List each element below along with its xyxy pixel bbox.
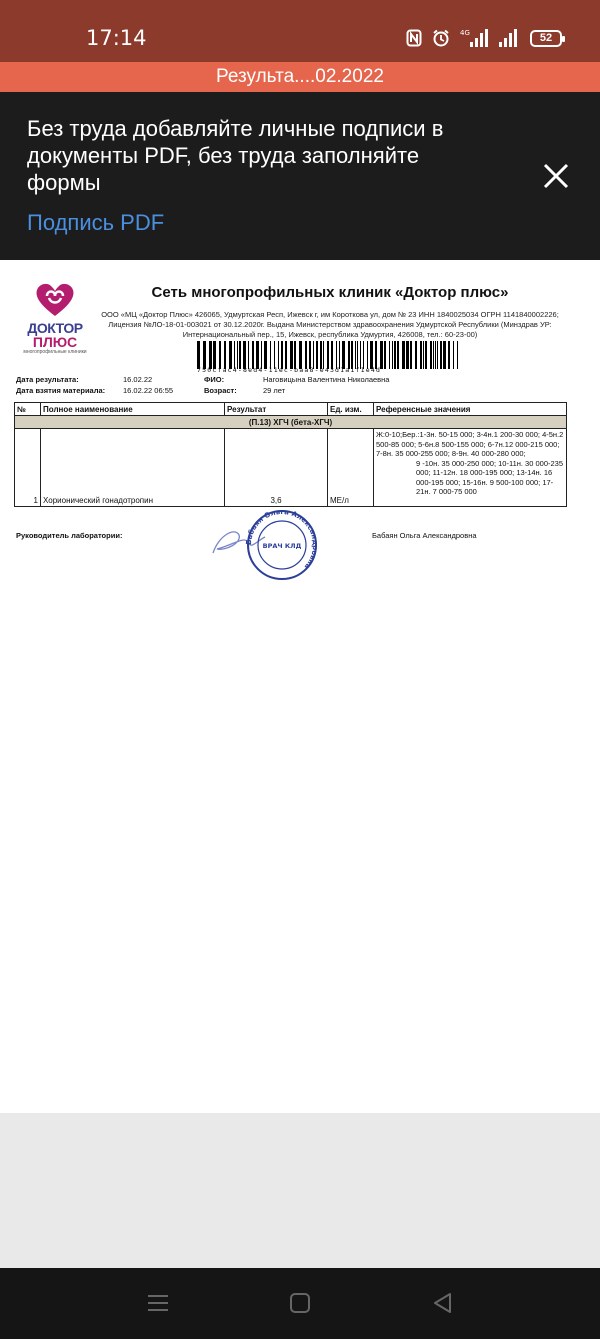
barcode-bar — [252, 341, 254, 369]
barcode-bar — [313, 341, 314, 369]
barcode-bar — [264, 341, 267, 369]
barcode-bar — [392, 341, 393, 369]
barcode-bar — [380, 341, 383, 369]
barcode-bar — [270, 341, 271, 369]
barcode-bar — [397, 341, 399, 369]
promo-banner — [0, 92, 600, 260]
ref-line1: Ж:0-10;Бер.:1-3н. 50-15 000; 3-4н.1 200-30 000; 4-5н.2 500-85 000; 5-6н.8 500-155 000; 6-7н.12 000-215 000; 7-8н. 35 000-255 000; 8-9н. 40 000-280 000; — [376, 430, 564, 458]
svg-text:Бабаян Ольга Александровна — [245, 508, 319, 571]
header-name: Полное наименование — [41, 403, 225, 416]
header-result: Результат — [225, 403, 328, 416]
header-num: № — [15, 403, 41, 416]
barcode-bar — [406, 341, 409, 369]
barcode-bar — [305, 341, 307, 369]
barcode-bar — [229, 341, 232, 369]
barcode-bar — [375, 341, 377, 369]
barcode-bar — [203, 341, 206, 369]
barcode-bar — [213, 341, 216, 369]
barcode-bar — [357, 341, 358, 369]
group-row — [15, 416, 567, 429]
table-row — [15, 429, 567, 507]
stamp-center-text: ВРАЧ КЛД — [262, 542, 302, 550]
barcode-bar — [367, 341, 368, 369]
barcode-bar — [299, 341, 302, 369]
results-table — [14, 402, 567, 507]
barcode-bar — [274, 341, 275, 369]
barcode-bar — [370, 341, 373, 369]
barcode — [197, 341, 459, 369]
result-date-label: Дата результата: — [16, 375, 79, 384]
home-icon[interactable] — [287, 1290, 313, 1316]
logo-line3: многопрофильные клиники — [23, 349, 87, 355]
barcode-bar — [243, 341, 246, 369]
barcode-bar — [355, 341, 356, 369]
barcode-bar — [394, 341, 396, 369]
barcode-bar — [248, 341, 249, 369]
barcode-bar — [197, 341, 200, 369]
barcode-bar — [425, 341, 427, 369]
result-date: 16.02.22 — [123, 375, 153, 384]
header-ref: Референсные значения — [374, 403, 567, 416]
barcode-bar — [237, 341, 238, 369]
battery-icon: 52 — [530, 30, 562, 47]
network-label: 4G — [460, 29, 470, 37]
barcode-bar — [278, 341, 279, 369]
barcode-bar — [423, 341, 424, 369]
barcode-bar — [457, 341, 458, 369]
barcode-bar — [339, 341, 340, 369]
logo-line1: ДОКТОР — [27, 320, 83, 336]
document-title-bar[interactable]: Результа....02.2022 — [0, 62, 600, 92]
header-unit: Ед. изм. — [328, 403, 374, 416]
navigation-bar — [0, 1268, 600, 1339]
barcode-bar — [294, 341, 296, 369]
barcode-bar — [320, 341, 322, 369]
barcode-bar — [410, 341, 412, 369]
row-ref — [374, 429, 567, 507]
signal-icon — [498, 28, 520, 48]
patient-name: Наговицына Валентина Николаевна — [263, 375, 390, 384]
sample-date: 16.02.22 06:55 — [123, 386, 174, 395]
barcode-bar — [239, 341, 241, 369]
clinic-logo — [20, 282, 90, 362]
document-page — [0, 260, 600, 1113]
clinic-title: Сеть многопрофильных клиник «Доктор плюс» — [151, 284, 509, 301]
clinic-info: ООО «МЦ «Доктор Плюс» 426065, Удмуртская Респ, Ижевск г, им Короткова ул, дом № 23 ИНН 1840025034 ОГРН 1141840002226; Лицензия №ЛО-18-01-003021 от 30.12.2020г. Выдана Министерством здравоохранения Удмуртской Республики (Минздрав УР: Интернациональный пер., 15, Ижевск, республика Удмуртия, 426008, тел.: 60-23-00) — [101, 310, 559, 339]
row-num: 1 — [15, 429, 41, 507]
barcode-bar — [285, 341, 287, 369]
status-time: 17:14 — [86, 26, 147, 50]
barcode-bar — [448, 341, 450, 369]
stamp-ring-text: Бабаян Ольга Александровна — [244, 507, 320, 571]
age-label: Возраст: — [204, 386, 237, 395]
sample-date-label: Дата взятия материала: — [16, 386, 106, 395]
heart-logo-icon — [35, 282, 75, 318]
barcode-bar — [443, 341, 446, 369]
fio-label: ФИО: — [204, 375, 225, 384]
barcode-bar — [384, 341, 386, 369]
barcode-bar — [351, 341, 353, 369]
table-header-row — [15, 403, 567, 416]
barcode-bar — [336, 341, 337, 369]
barcode-bar — [342, 341, 345, 369]
barcode-bar — [389, 341, 390, 369]
barcode-bar — [331, 341, 333, 369]
barcode-bar — [453, 341, 454, 369]
barcode-bar — [219, 341, 221, 369]
barcode-bar — [440, 341, 442, 369]
barcode-bar — [209, 341, 212, 369]
barcode-bar — [290, 341, 293, 369]
stamp-signature-icon — [205, 505, 325, 580]
barcode-bar — [224, 341, 226, 369]
logo-line2: ПЛЮС — [32, 334, 78, 350]
row-unit: МЕ/л — [328, 429, 374, 507]
barcode-bar — [281, 341, 283, 369]
barcode-bar — [234, 341, 235, 369]
close-icon[interactable] — [540, 160, 572, 192]
barcode-bar — [437, 341, 438, 369]
barcode-bar — [327, 341, 329, 369]
back-icon[interactable] — [430, 1290, 456, 1316]
menu-icon[interactable] — [145, 1290, 171, 1316]
alarm-icon — [432, 29, 450, 47]
status-bar — [0, 0, 600, 62]
barcode-bar — [348, 341, 350, 369]
promo-link[interactable]: Подпись PDF — [27, 210, 165, 235]
signature-name: Бабаян Ольга Александровна — [372, 531, 477, 540]
patient-age: 29 лет — [263, 386, 286, 395]
barcode-bar — [360, 341, 361, 369]
signal-4g-icon — [460, 28, 488, 48]
barcode-bar — [435, 341, 436, 369]
barcode-bar — [433, 341, 434, 369]
status-icons — [406, 26, 562, 50]
barcode-bar — [256, 341, 259, 369]
barcode-bar — [261, 341, 262, 369]
barcode-bar — [363, 341, 364, 369]
nfc-icon — [406, 29, 422, 47]
barcode-bar — [415, 341, 417, 369]
barcode-bar — [430, 341, 432, 369]
barcode-bar — [323, 341, 324, 369]
signature-label: Руководитель лаборатории: — [16, 531, 123, 540]
barcode-bar — [402, 341, 405, 369]
row-name: Хорионический гонадотропин — [41, 429, 225, 507]
ref-line2: 9 -10н. 35 000-250 000; 10-11н. 30 000-235 000; 11-12н. 18 000-195 000; 13-14н. 16 000-195 000; 15-16н. 9 500-100 000; 17-21н. 7 000-75 000 — [416, 458, 564, 496]
barcode-text: 750cfac4-8ed4-11ec-baa8-e43d1a1f1e4d — [197, 366, 382, 374]
group-title: (П.13) ХГЧ (бета-ХГЧ) — [15, 416, 567, 429]
barcode-bar — [309, 341, 311, 369]
barcode-bar — [420, 341, 422, 369]
row-result: 3,6 — [225, 429, 328, 507]
barcode-bar — [316, 341, 318, 369]
promo-text: Без труда добавляйте личные подписи в документы PDF, без труда заполняйте формы — [27, 116, 444, 195]
